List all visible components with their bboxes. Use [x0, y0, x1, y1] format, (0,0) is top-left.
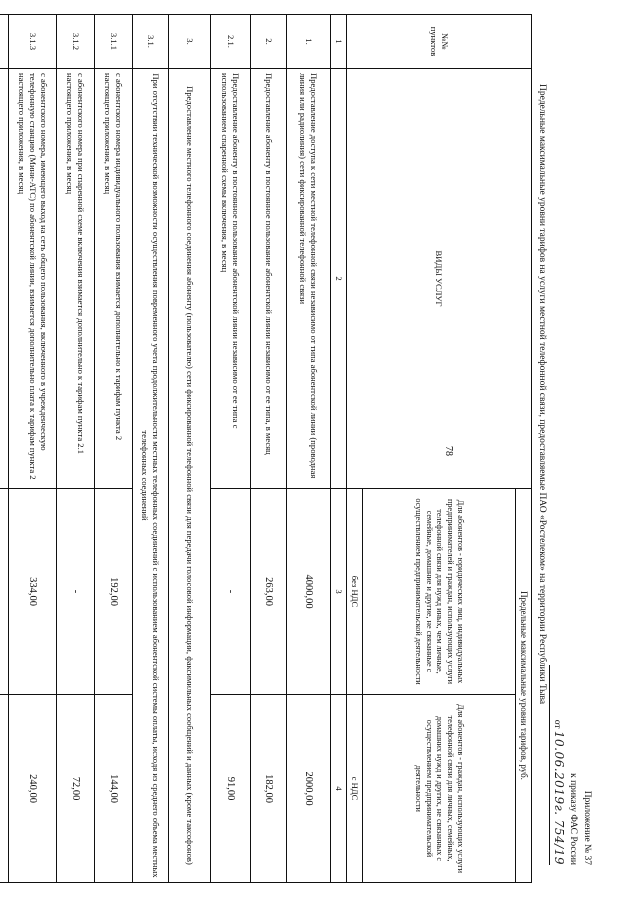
index-cell: 4	[331, 695, 347, 883]
row-num: 3.1.2	[57, 15, 95, 69]
page-number: 78	[443, 446, 454, 456]
row-legal-value: -	[57, 489, 95, 695]
annex-date-line	[549, 665, 566, 865]
document-title: Предельные максимальные уровни тарифов на услуги местной телефонной связи, предоставляемые ПАО «Ростелеком» на территории Республики Тыва	[537, 84, 547, 705]
annex-number: Приложение № 37	[582, 790, 592, 865]
row-individual-value	[0, 695, 9, 883]
row-individual-value: 2000,00	[287, 695, 331, 883]
row-num: 3.1.1	[95, 15, 133, 69]
header-legal: Для абонентов - юридических лиц, индивидуальных предпринимателей и граждан, использующих услуги телефонной связи для нужд иных, чем личные, семейные, домашние и другие, не связанные с осуществлением предпринимательской деятельности	[363, 489, 516, 695]
table-row	[133, 15, 169, 883]
row-legal-value: 192,00	[95, 489, 133, 695]
row-service-section: При отсутствии технической возможности осуществления повременного учета продолжительности местных телефонных соединений с использованием абонентской системы оплаты, исходя из среднего объема местных телефонных соединений	[133, 69, 169, 883]
table-row	[0, 15, 9, 883]
row-service: Предоставление доступа к сети местной телефонной связи независимо от типа абонентской линии (проводная линия или радиолиния) сети фиксированной телефонной связи	[287, 69, 331, 489]
row-individual-value: 240,00	[9, 695, 57, 883]
row-legal-value: 334,00	[9, 489, 57, 695]
row-service: Предоставление абоненту в постоянное пользование абонентской линии независимо от ее типа, в месяц	[251, 69, 287, 489]
row-num: 3.	[169, 15, 211, 69]
row-num: 3.1.3	[9, 15, 57, 69]
annex-handwritten-date: 10.06.2019г. 754/19	[552, 730, 566, 865]
header-individual-vat: с НДС	[347, 695, 363, 883]
row-legal-value	[0, 489, 9, 695]
index-cell: 3	[331, 489, 347, 695]
table-row	[95, 15, 133, 883]
row-service: Предоставление абоненту в постоянное пользование абонентской линии независимо от ее типа с использованием спаренной схемы включения, в месяц	[211, 69, 251, 489]
header-num: №№ пунктов	[347, 15, 532, 69]
row-individual-value: 72,00	[57, 695, 95, 883]
annex-stamp	[549, 665, 594, 865]
header-service: ВИДЫ УСЛУГ	[347, 69, 532, 489]
row-legal-value: 4000,00	[287, 489, 331, 695]
row-legal-value: 263,00	[251, 489, 287, 695]
table-row	[57, 15, 95, 883]
row-num: 2.1.	[211, 15, 251, 69]
row-num: 3.1.	[133, 15, 169, 69]
header-individual: Для абонентов - граждан, использующих услуги телефонной связи для личных, семейных, домашних нужд и других, не связанных с осуществлением предпринимательской деятельности	[363, 695, 516, 883]
row-legal-value: -	[211, 489, 251, 695]
row-individual-value: 144,00	[95, 695, 133, 883]
table-row	[169, 15, 211, 883]
table-index-row	[331, 15, 347, 883]
tariffs-table	[0, 14, 532, 883]
index-cell: 2	[331, 69, 347, 489]
row-num: 2.	[251, 15, 287, 69]
table-row	[251, 15, 287, 883]
row-service-section: Предоставление местного телефонного соединения абоненту (пользователю) сети фиксированной телефонной связи для передачи голосовой информации, факсимильных сообщений и данных (кроме таксофонов)	[169, 69, 211, 883]
table-row	[211, 15, 251, 883]
header-legal-vat: без НДС	[347, 489, 363, 695]
row-service: с абонентского номера индивидуального пользования взимается дополнительно к тарифам пункта 2 настоящего приложения, в месяц	[95, 69, 133, 489]
table-row	[287, 15, 331, 883]
row-num: 1.	[287, 15, 331, 69]
row-individual-value: 91,00	[211, 695, 251, 883]
header-group: Предельные максимальные уровни тарифов, руб.	[516, 489, 532, 883]
row-num	[0, 15, 9, 69]
index-cell: 1	[331, 15, 347, 69]
row-individual-value: 182,00	[251, 695, 287, 883]
table-row	[9, 15, 57, 883]
row-service: с абонентского номера при спаренной схеме включения взимается дополнительно к тарифам пункта 2.1 настоящего приложения, в месяц	[57, 69, 95, 489]
annex-order: к приказу ФАС России	[568, 773, 578, 865]
row-service: с абонентского номера, имеющего выход на сеть общего пользования, включенного в учрежденческую телефонную станцию (Мини-АТС) по абонентской линии, взимается дополнительно плата к тарифам пункта 2 настоящего приложения, в месяц	[9, 69, 57, 489]
table-header-row	[516, 15, 532, 883]
annex-date-prefix: от	[552, 719, 562, 729]
row-service	[0, 69, 9, 489]
